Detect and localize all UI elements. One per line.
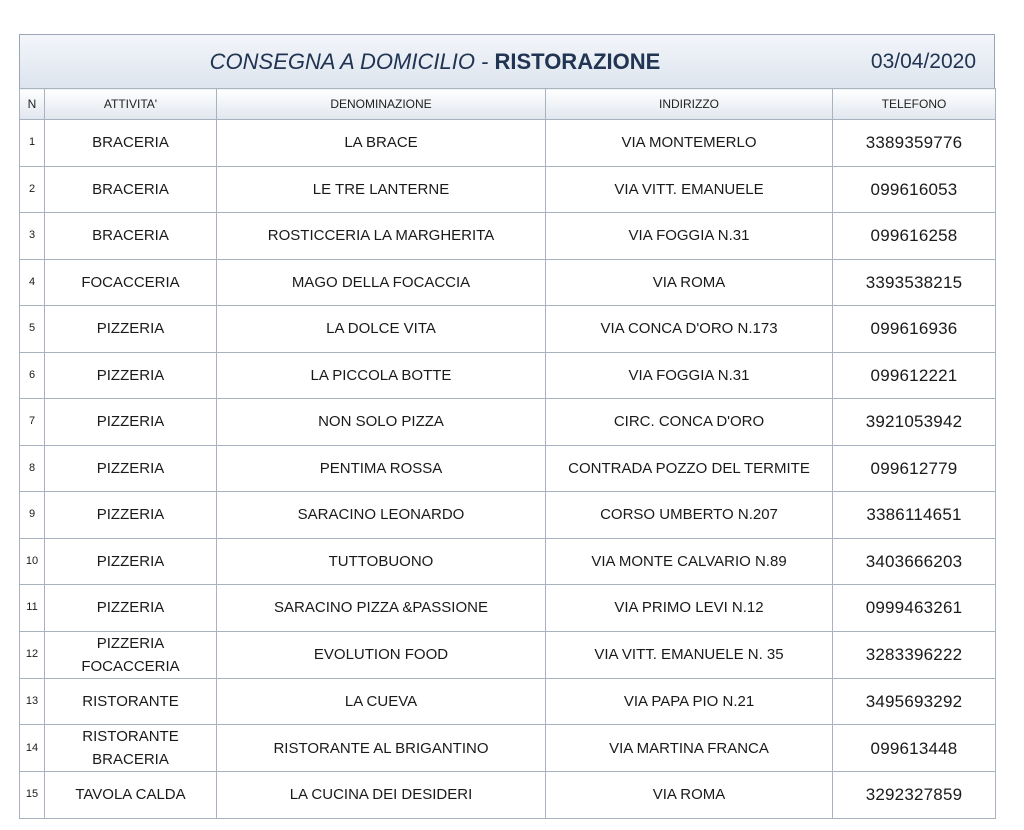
cell-name: RISTORANTE AL BRIGANTINO xyxy=(217,725,546,772)
cell-phone: 3386114651 xyxy=(833,492,996,539)
cell-activity: BRACERIA xyxy=(45,213,217,260)
cell-number: 1 xyxy=(20,120,45,167)
title-bar xyxy=(19,34,995,88)
cell-activity: BRACERIA xyxy=(45,166,217,213)
cell-activity: PIZZERIA xyxy=(45,352,217,399)
cell-number: 7 xyxy=(20,399,45,446)
cell-address: CIRC. CONCA D'ORO xyxy=(546,399,833,446)
cell-name: NON SOLO PIZZA xyxy=(217,399,546,446)
cell-phone: 099616053 xyxy=(833,166,996,213)
table-row xyxy=(20,445,996,492)
cell-name: LA CUEVA xyxy=(217,678,546,725)
cell-activity: FOCACCERIA xyxy=(45,259,217,306)
cell-phone: 099613448 xyxy=(833,725,996,772)
cell-name: TUTTOBUONO xyxy=(217,538,546,585)
cell-activity: PIZZERIA xyxy=(45,492,217,539)
cell-phone: 3403666203 xyxy=(833,538,996,585)
cell-number: 10 xyxy=(20,538,45,585)
document-date: 03/04/2020 xyxy=(870,50,976,73)
cell-name: ROSTICCERIA LA MARGHERITA xyxy=(217,213,546,260)
restaurants-table xyxy=(19,88,996,819)
title-category: RISTORAZIONE xyxy=(494,49,661,74)
cell-address: CORSO UMBERTO N.207 xyxy=(546,492,833,539)
cell-phone: 099616936 xyxy=(833,306,996,353)
cell-name: LE TRE LANTERNE xyxy=(217,166,546,213)
cell-address: VIA PAPA PIO N.21 xyxy=(546,678,833,725)
cell-activity: PIZZERIA FOCACCERIA xyxy=(45,631,217,678)
cell-activity: RISTORANTE xyxy=(45,678,217,725)
cell-address: VIA MONTEMERLO xyxy=(546,120,833,167)
table-row xyxy=(20,166,996,213)
cell-phone: 3292327859 xyxy=(833,772,996,819)
table-row xyxy=(20,259,996,306)
cell-name: SARACINO LEONARDO xyxy=(217,492,546,539)
table-header-row xyxy=(20,89,996,120)
cell-address: VIA VITT. EMANUELE xyxy=(546,166,833,213)
cell-number: 2 xyxy=(20,166,45,213)
cell-number: 12 xyxy=(20,631,45,678)
cell-number: 15 xyxy=(20,772,45,819)
cell-number: 11 xyxy=(20,585,45,632)
table-row xyxy=(20,213,996,260)
column-header-number: N xyxy=(20,89,45,120)
table-row xyxy=(20,120,996,167)
cell-name: SARACINO PIZZA &PASSIONE xyxy=(217,585,546,632)
cell-name: LA BRACE xyxy=(217,120,546,167)
cell-activity: BRACERIA xyxy=(45,120,217,167)
column-header-address: INDIRIZZO xyxy=(546,89,833,120)
cell-number: 8 xyxy=(20,445,45,492)
cell-phone: 099616258 xyxy=(833,213,996,260)
cell-phone: 0999463261 xyxy=(833,585,996,632)
cell-address: VIA ROMA xyxy=(546,772,833,819)
cell-phone: 3495693292 xyxy=(833,678,996,725)
table-row xyxy=(20,399,996,446)
cell-address: VIA VITT. EMANUELE N. 35 xyxy=(546,631,833,678)
table-row xyxy=(20,678,996,725)
table-row xyxy=(20,725,996,772)
cell-number: 3 xyxy=(20,213,45,260)
cell-number: 6 xyxy=(20,352,45,399)
cell-name: PENTIMA ROSSA xyxy=(217,445,546,492)
column-header-phone: TELEFONO xyxy=(833,89,996,120)
cell-activity: RISTORANTE BRACERIA xyxy=(45,725,217,772)
cell-activity: PIZZERIA xyxy=(45,445,217,492)
cell-address: VIA FOGGIA N.31 xyxy=(546,213,833,260)
cell-address: VIA FOGGIA N.31 xyxy=(546,352,833,399)
column-header-activity: ATTIVITA' xyxy=(45,89,217,120)
table-row xyxy=(20,772,996,819)
cell-address: VIA MARTINA FRANCA xyxy=(546,725,833,772)
column-header-name: DENOMINAZIONE xyxy=(217,89,546,120)
cell-name: LA CUCINA DEI DESIDERI xyxy=(217,772,546,819)
cell-phone: 3393538215 xyxy=(833,259,996,306)
table-row xyxy=(20,631,996,678)
cell-activity: PIZZERIA xyxy=(45,538,217,585)
title-main: CONSEGNA A DOMICILIO - xyxy=(209,49,495,74)
cell-number: 13 xyxy=(20,678,45,725)
cell-number: 14 xyxy=(20,725,45,772)
cell-address: VIA CONCA D'ORO N.173 xyxy=(546,306,833,353)
table-body xyxy=(20,120,996,819)
cell-address: VIA MONTE CALVARIO N.89 xyxy=(546,538,833,585)
page-title xyxy=(20,35,850,88)
cell-number: 9 xyxy=(20,492,45,539)
cell-activity: PIZZERIA xyxy=(45,399,217,446)
cell-number: 5 xyxy=(20,306,45,353)
cell-phone: 3389359776 xyxy=(833,120,996,167)
cell-activity: PIZZERIA xyxy=(45,306,217,353)
cell-activity: PIZZERIA xyxy=(45,585,217,632)
cell-address: VIA PRIMO LEVI N.12 xyxy=(546,585,833,632)
table-row xyxy=(20,585,996,632)
cell-phone: 3283396222 xyxy=(833,631,996,678)
cell-name: LA DOLCE VITA xyxy=(217,306,546,353)
table-row xyxy=(20,492,996,539)
cell-name: MAGO DELLA FOCACCIA xyxy=(217,259,546,306)
cell-number: 4 xyxy=(20,259,45,306)
cell-address: CONTRADA POZZO DEL TERMITE xyxy=(546,445,833,492)
table-row xyxy=(20,538,996,585)
cell-phone: 099612221 xyxy=(833,352,996,399)
cell-address: VIA ROMA xyxy=(546,259,833,306)
document-sheet xyxy=(19,34,995,819)
table-row xyxy=(20,306,996,353)
cell-name: LA PICCOLA BOTTE xyxy=(217,352,546,399)
cell-phone: 099612779 xyxy=(833,445,996,492)
cell-name: EVOLUTION FOOD xyxy=(217,631,546,678)
cell-phone: 3921053942 xyxy=(833,399,996,446)
cell-activity: TAVOLA CALDA xyxy=(45,772,217,819)
table-row xyxy=(20,352,996,399)
